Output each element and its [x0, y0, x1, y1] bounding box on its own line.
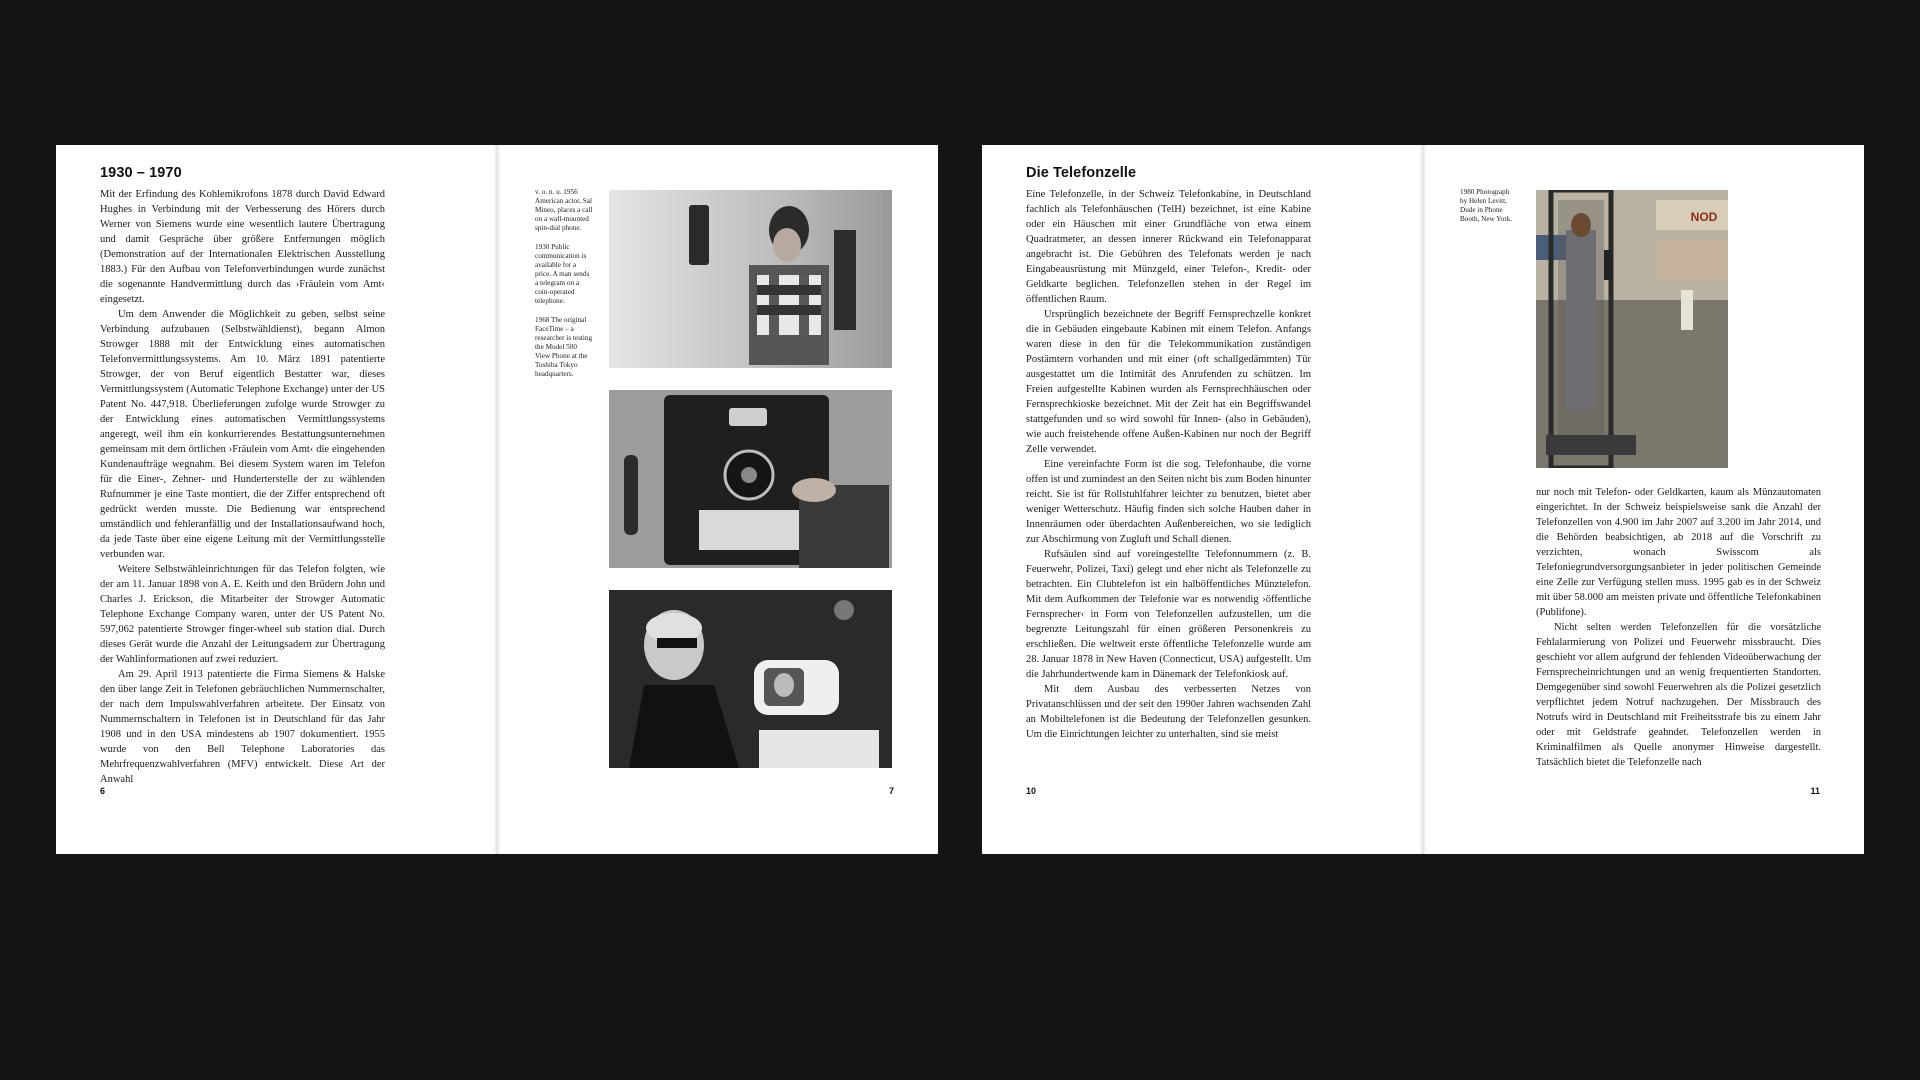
- photo-view-phone: [609, 590, 892, 768]
- photo-caption-helen-levitt: [1460, 188, 1518, 234]
- page-number: 10: [1026, 786, 1037, 796]
- page-number: 11: [1810, 786, 1820, 796]
- paragraph: Mit dem Ausbau des verbesserten Netzes von Privatanschlüssen und der seit den 1990er Jahren wachsenden Zahl an Mobiltelefonen ist die Bedeutung der Telefonzellen gesunken. Um die Einrichtungen leichter zu unterhalten, sind sie meist: [1026, 684, 1311, 740]
- page-10: [982, 145, 1423, 854]
- paragraph: Nicht selten werden Telefonzellen für die vorsätzliche Fehlalarmierung von Polizei und Feuerwehr missbraucht. Dies geschieht vor allem aufgrund der fehlenden Videoüberwachung der Fernsprecheinrichtungen und an wenig frequentierten Standorten. Demgegenüber sind sowohl Feuerwehren als die Polizei gesetzlich verpflichtet jedem Notruf nachzugehen. Der Missbrauch des Notrufs wird in Deutschland mit Freiheitsstrafe bis zu einem Jahr oder mit Geldstrafe geahndet. Telefonzellen werden in Kriminalfilmen als Quelle anonymer Hinweise dargestellt. Tatsächlich bietet die Telefonzelle nach: [1536, 622, 1821, 768]
- caption-view-phone: 1968 The original FaceTime – a researcher is testing the Model 500 View Phone at the Toshiba Tokyo headquarters.: [535, 316, 593, 378]
- photo-wall-phone-call: [609, 190, 892, 368]
- paragraph: Mit der Erfindung des Kohlemikrofons 1878 durch David Edward Hughes in Verbindung mit der Verbesserung des Hörers durch Werner von Siemens wurde eine wesentlich lautere Übertragung und damit Gespräche über größere Entfernungen möglich (Demonstration auf der Internationalen Elektrischen Ausstellung 1883.) Für den Aufbau von Telefonverbindungen wurde zunächst die sogenannte Handvermittlung durch das ›Fräulein vom Amt‹ eingesetzt.: [100, 189, 385, 305]
- paragraph: Weitere Selbstwähleinrichtungen für das Telefon folgten, wie der am 11. Januar 1898 von A. E. Keith und den Brüdern John und Charles J. Erickson, die Mitarbeiter der Strowger Automatic Telephone Exchange Company waren, unter der US Patent No. 597,062 patentierte Strowger finger-wheel sub station dial. Durch dieses Gerät wurde die Anzahl der Leitungsadern zur Übertragung der Wahlinformationen auf zwei reduziert.: [100, 564, 385, 665]
- photo-phone-booth: [1536, 190, 1728, 468]
- page-number: 6: [100, 786, 106, 796]
- caption-coin-telephone: 1930 Public communication is available for a price. A man sends a telegram on a coin-operated telephone.: [535, 243, 590, 305]
- chapter-heading-1930-1970: 1930 – 1970: [100, 165, 182, 181]
- page-6-body: [100, 187, 385, 787]
- photo-captions: [535, 188, 593, 389]
- page-6: [56, 145, 497, 854]
- photo-coin-telephone: [609, 390, 892, 568]
- svg-text:NOD: NOD: [1690, 210, 1718, 224]
- paragraph: nur noch mit Telefon- oder Geldkarten, kaum als Münzautomaten eingerichtet. In der Schweiz beispielsweise sank die Anzahl der Telefonzellen von 4.900 im Jahr 2007 auf 3.200 im Jahr 2014, und die Behörden beabsichtigen, ab 2018 auf die Vorschrift zu verzichten, wonach Swisscom als Telefoniegrundversorgungsanbieter in jeder politischen Gemeinde eine Zelle zur Verfügung stellen muss. 1995 gab es in der Schweiz mit über 58.000 am meisten private und öffentliche Telefonkabinen (Publifone).: [1536, 487, 1821, 618]
- page-number: 7: [888, 786, 894, 796]
- paragraph: Rufsäulen sind auf voreingestellte Telefonnummern (z. B. Feuerwehr, Polizei, Taxi) gelegt und eher nicht als Telefonzelle zu betrachten. Ein Clubtelefon ist ein halböffentliches Münztelefon. Mit dem Aufkommen der Telefonie war es notwendig ›öffentliche Fernsprecher‹ in Form von Telefonzellen aufzustellen, um die begrenzte Leitungszahl für einen größeren Personenkreis zu erschließen. Die weltweit erste öffentliche Telefonzelle wurde am 28. Januar 1878 in New Haven (Connecticut, USA) aufgestellt. Um die Jahrhundertwende kam in Dänemark der Telefonkiosk auf.: [1026, 549, 1311, 680]
- paragraph: Am 29. April 1913 patentierte die Firma Siemens & Halske den über lange Zeit in Telefonen gebräuchlichen Nummernschalter, der nach dem Impulswahlverfahren arbeitete. Der Einsatz von Nummernschaltern in Telefonen ist in Deutschland für das Jahr 1908 und in den USA mindestens ab 1907 dokumentiert. 1955 wurde von den Bell Telephone Laboratories das Mehrfrequenzwahlverfahren (MFV) entwickelt. Diese Art der Anwahl: [100, 669, 385, 785]
- caption-sal-mineo: v. o. n. u. 1956 American actor, Sal Mineo, places a call on a wall-mounted spin-dial phone.: [535, 188, 593, 232]
- page-10-body: [1026, 187, 1311, 742]
- page-7: [497, 145, 938, 854]
- chapter-heading-telefonzelle: Die Telefonzelle: [1026, 165, 1137, 181]
- paragraph: Um dem Anwender die Möglichkeit zu geben, selbst seine Verbindung aufzubauen (Selbstwähldienst), begann Almon Strowger 1888 mit der Entwicklung eines automatischen Telefonvermittlungssystems. Am 10. März 1891 patentierte Strowger, der von Beruf eigentlich Bestatter war, dieses Vermittlungssystem (Automatic Telephone Exchange) unter der US Patent No. 447,918. Überlieferungen zufolge wurde Strowger zu der Entwicklung eines automatischen Vermittlungssystems angeregt, weil ihm ein konkurrierendes Bestattungsunternehmen gemeinsam mit dem örtlichen ›Fräulein vom Amt‹ die eingehenden Kundenaufträge wegnahm. Bei diesem System waren im Telefon für die Einer-, Zehner- und Hunderterstelle der zu wählenden Rufnummer je eine Taste montiert, die der Ziffer entsprechend oft gedrückt werden musste. Die Bedienung war entsprechend umständlich und fehleranfällig und der Installationsaufwand hoch, da jede Taste über eine eigene Leitung mit der Vermittlungsstelle verbunden war.: [100, 309, 385, 560]
- paragraph: Eine Telefonzelle, in der Schweiz Telefonkabine, in Deutschland fachlich als Telefonhäuschen (TelH) bezeichnet, ist eine Kabine oder ein Häuschen mit einer Grundfläche von etwa einem Quadratmeter, an dessen innerer Rückwand ein Telefonapparat angebracht ist. Die Gebühren des Telefonats werden je nach Eingabeausrüstung mit Münzgeld, einer Telefon-, Kredit- oder Geldkarte beglichen. Telefonzellen stehen in der Regel im öffentlichen Raum.: [1026, 189, 1311, 305]
- caption-phone-booth: 1980 Photograph by Helen Levitt, Dude in Phone Booth, New York.: [1460, 188, 1513, 223]
- paragraph: Eine vereinfachte Form ist die sog. Telefonhaube, die vorne offen ist und zumindest an den Seiten nicht bis zum Boden hinunter reicht. Sie ist für Rollstuhlfahrer leichter zu benutzen, bietet aber weniger Wetterschutz. Häufig finden sich solche Hauben daher in Innenräumen oder überdachten Außenbereichen, wo sie lediglich zur Abschirmung von Zugluft und Schall dienen.: [1026, 459, 1311, 545]
- page-11: [1423, 145, 1864, 854]
- page-11-body: [1536, 485, 1821, 770]
- paragraph: Ursprünglich bezeichnete der Begriff Fernsprechzelle konkret die in Gebäuden eingebaute Kabinen mit einem Telefon. Anfangs waren diese in den für die Telekommunikation zuständigen Postämtern vorhanden und mit einer (oft schallgedämmten) Tür ausgestattet um die Intimität des Anrufenden zu schützen. Im Freien aufgestellte Kabinen wurden als Fernsprechhäuschen oder Fernsprechkioske bezeichnet. Mit der Zeit hat ein Begriffswandel stattgefunden und so wird sowohl für Innen- (also in Gebäuden), wie auch freistehende offene Außen-Kabinen nur noch der Begriff Zelle verwendet.: [1026, 309, 1311, 455]
